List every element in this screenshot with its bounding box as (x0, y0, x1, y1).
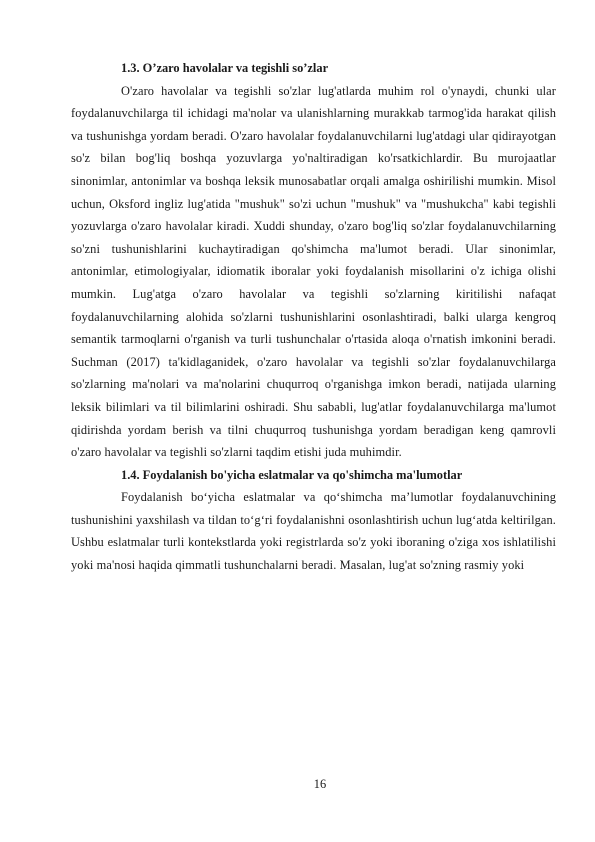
section-paragraph-1-4: Foydalanish bo‘yicha eslatmalar va qo‘shimcha ma’lumotlar foydalanuvchining tushunishini yaxshilash va tildan to‘g‘ri foydalanishni osonlashtirish uchun lug‘atda keltirilgan. Ushbu eslatmalar turli kontekstlarda yoki registrlarda so'z yoki iboraning o'ziga xos ishlatilishi yoki ma'nosi haqida qimmatli tushunchalarni beradi. Masalan, lug'at so'zning rasmiy yoki (71, 490, 556, 573)
section-heading-1-3: 1.3. O’zaro havolalar va tegishli so’zlar (121, 61, 329, 75)
page-content (71, 57, 556, 577)
section-heading-1-4: 1.4. Foydalanish bo'yicha eslatmalar va qo'shimcha ma'lumotlar (121, 467, 463, 482)
page-number: 16 (313, 777, 327, 791)
section-paragraph-1-3: O'zaro havolalar va tegishli so'zlar lug'atlarda muhim rol o'ynaydi, chunki ular foydalanuvchilarga til ichidagi ma'nolar va ulanishlarning murakkab tarmog'ida harakat qilish va tushunishga yordam beradi. O'zaro havolalar foydalanuvchilarni lug'atdagi ular qidirayotgan so'z bilan bog'liq boshqa yozuvlarga yo'naltiradigan ko'rsatkichlardir. Bu murojaatlar sinonimlar, antonimlar va boshqa leksik munosabatlar orqali amalga oshirilishi mumkin. Misol uchun, Oksford ingliz lug'atida "mushuk" so'zi uchun "mushuk" va "mushukcha" kabi tegishli yozuvlarga o'zaro havolalar kiradi. Xuddi shunday, o'zaro bog'liq so'zlar foydalanuvchilarning so'zni tushunishlarini kuchaytiradigan qo'shimcha ma'lumot beradi. Ular sinonimlar, antonimlar, etimologiyalar, idiomatik iboralar yoki foydalanish misollarini o'z ichiga olishi mumkin. Lug'atga o'zaro havolalar va tegishli so'zlarning kiritilishi nafaqat foydalanuvchilarning alohida so'zlarni tushunishlarini osonlashtiradi, balki ularga kengroq semantik tarmoqlarni o'rganish va turli tushunchalar o'rtasida aloqa o'rnatish imkonini beradi. Suchman (2017) ta'kidlaganidek, o'zaro havolalar va tegishli so'zlar foydalanuvchilarga so'zlarning ma'nolari va ma'nolarini chuqurroq o'rganishga imkon beradi, natijada ularning leksik bilimlari va til bilimlarini oshiradi. Shu sababli, lug'atlar foydalanuvchilarga ma'lumot qidirishda yordam berish va tilni chuqurroq tushunishga yordam beradigan keng qamrovli o'zaro havolalar va tegishli so'zlarni taqdim etishi juda muhimdir. (71, 83, 556, 460)
